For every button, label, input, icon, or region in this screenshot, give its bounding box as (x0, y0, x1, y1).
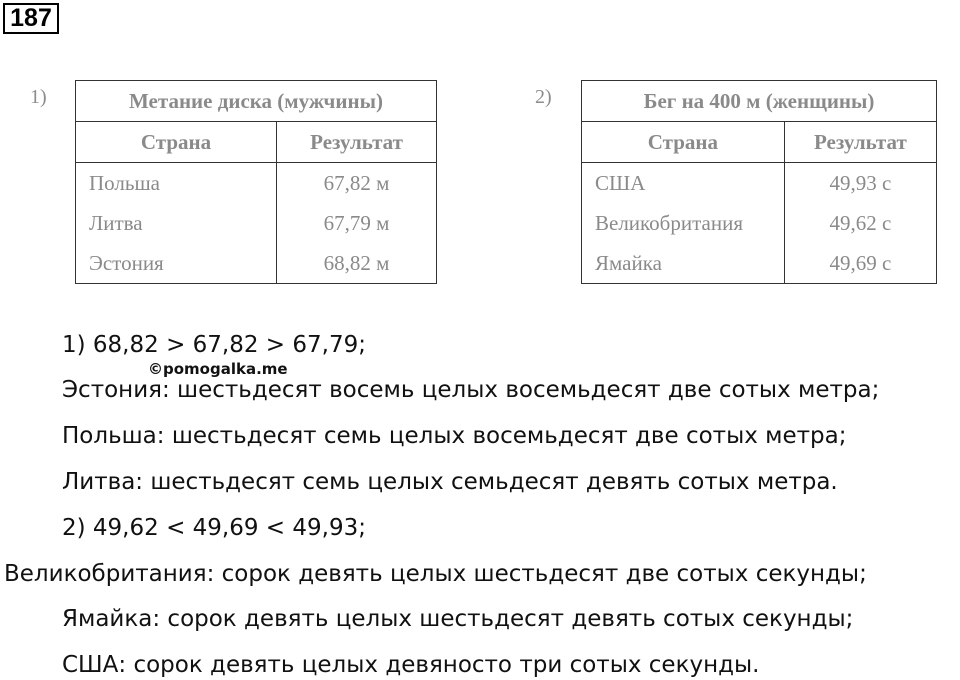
table1-title: Метание диска (мужчины) (76, 81, 437, 122)
solution-line-8: США: сорок девять целых девяносто три сотых секунды. (62, 652, 760, 678)
country-cell: Литва (76, 203, 277, 243)
table-400m-run (581, 80, 937, 284)
table-row (582, 203, 937, 243)
solution-line-4: Литва: шестьдесят семь целых семьдесят девять сотых метра. (62, 469, 838, 495)
watermark: ©pomogalka.me (148, 360, 288, 378)
table-row (76, 163, 437, 204)
result-cell: 49,93 с (784, 163, 936, 204)
country-cell: США (582, 163, 785, 204)
solution-line-2: Эстония: шестьдесят восемь целых восемьдесят две сотых метра; (62, 377, 880, 403)
task-number: 187 (3, 3, 59, 34)
table-row (582, 163, 937, 204)
country-cell: Эстония (76, 243, 277, 284)
solution-line-1: 1) 68,82 > 67,82 > 67,79; (62, 332, 366, 358)
solution-line-3: Польша: шестьдесят семь целых восемьдесят две сотых метра; (62, 423, 847, 449)
solution-line-7: Ямайка: сорок девять целых шестьдесят девять сотых секунды; (62, 606, 854, 632)
table1-header-result: Результат (277, 122, 437, 163)
country-cell: Польша (76, 163, 277, 204)
table-discus-throw (75, 80, 437, 284)
table1-header-country: Страна (76, 122, 277, 163)
table-row (76, 243, 437, 284)
table2-title: Бег на 400 м (женщины) (582, 81, 937, 122)
table2-header-result: Результат (784, 122, 936, 163)
country-cell: Великобритания (582, 203, 785, 243)
country-cell: Ямайка (582, 243, 785, 284)
result-cell: 49,69 с (784, 243, 936, 284)
table2-header-country: Страна (582, 122, 785, 163)
table1-label: 1) (30, 86, 47, 108)
result-cell: 67,82 м (277, 163, 437, 204)
solution-line-6: Великобритания: сорок девять целых шестьдесят две сотых секунды; (4, 561, 867, 587)
table-row (582, 243, 937, 284)
solution-line-5: 2) 49,62 < 49,69 < 49,93; (62, 515, 366, 541)
result-cell: 68,82 м (277, 243, 437, 284)
result-cell: 49,62 с (784, 203, 936, 243)
result-cell: 67,79 м (277, 203, 437, 243)
table2-label: 2) (535, 86, 552, 108)
table-row (76, 203, 437, 243)
